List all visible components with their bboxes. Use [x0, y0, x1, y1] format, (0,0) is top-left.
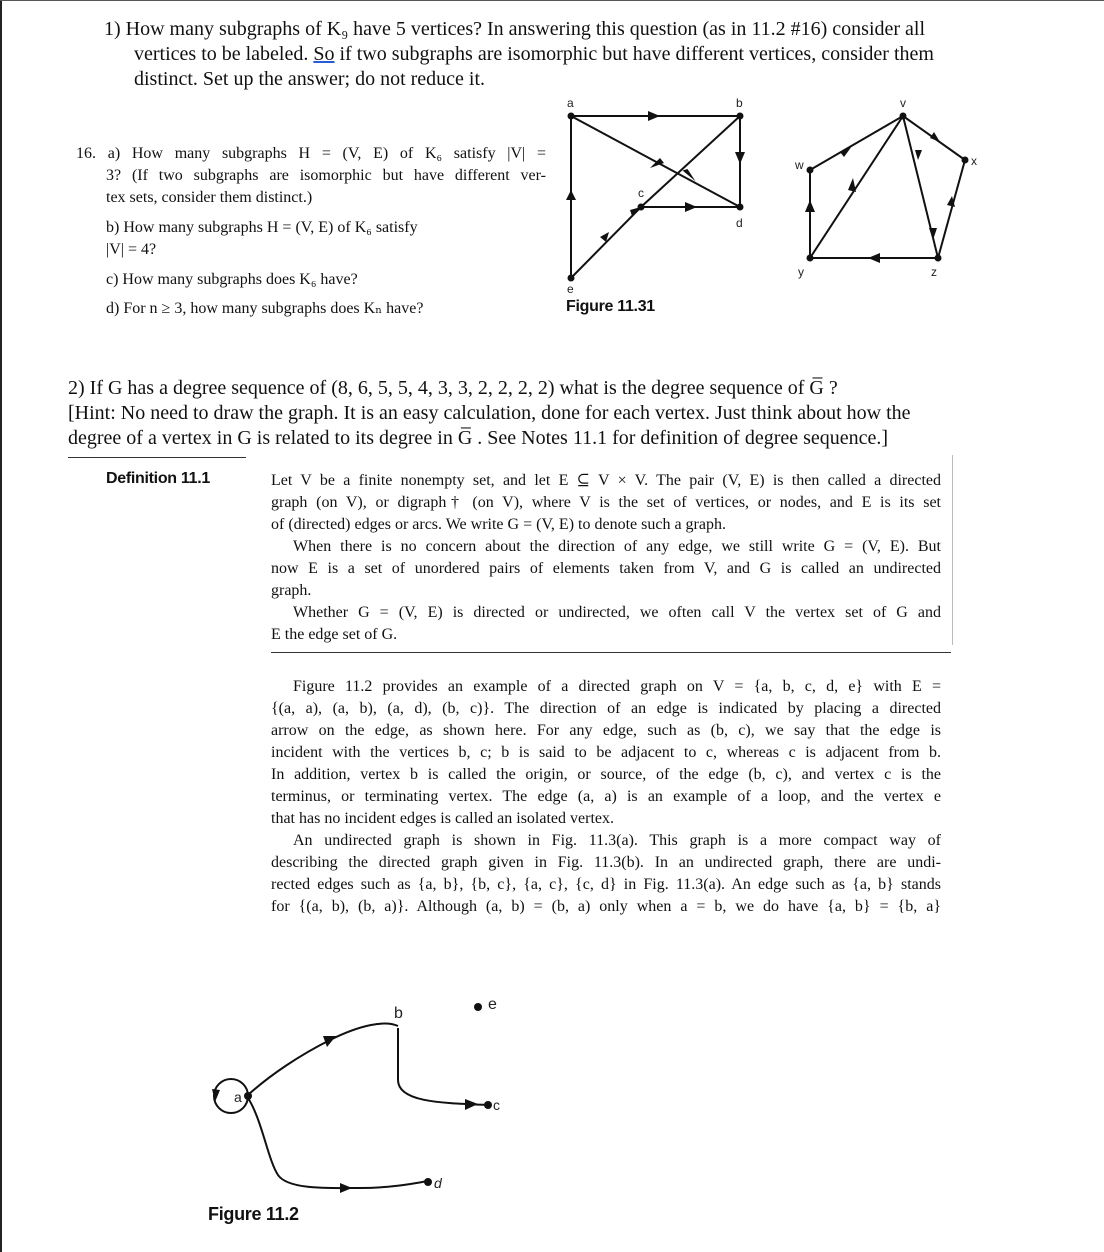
q1-line3: distinct. Set up the answer; do not reduce it. — [134, 68, 486, 90]
para-l4: incident with the vertices b, c; b is said to be adjacent to c, whereas c is adjacent from b. — [271, 744, 941, 761]
label-d: d — [736, 216, 743, 230]
label-e: e — [567, 282, 574, 296]
label-w: w — [795, 158, 804, 172]
ex16-c: c) How many subgraphs does K₆ have? — [106, 271, 358, 288]
label-x: x — [971, 154, 977, 168]
ex16-a-line2: 3? (If two subgraphs are isomorphic but have different ver- — [106, 167, 546, 184]
para-l1: Figure 11.2 provides an example of a directed graph on V = {a, b, c, d, e} with E = — [293, 678, 941, 695]
def-p1-l2: graph (on V), or digraph† (on V), where V is the set of vertices, or nodes, and E is its set — [271, 494, 941, 511]
q2-line2: [Hint: No need to draw the graph. It is an easy calculation, done for each vertex. Just think about how the — [68, 402, 911, 424]
q2-line3: degree of a vertex in G is related to its degree in G̅ . See Notes 11.1 for definition of degree sequence.] — [68, 427, 889, 449]
fig112-label-c: c — [493, 1097, 500, 1113]
so-word: So — [313, 43, 335, 65]
para-l8: An undirected graph is shown in Fig. 11.3(a). This graph is a more compact way of — [293, 832, 941, 849]
fig112-label-b: b — [394, 1005, 403, 1022]
figure-11-31-caption: Figure 11.31 — [566, 298, 655, 315]
para-l10: rected edges such as {a, b}, {b, c}, {a, c}, {c, d} in Fig. 11.3(a). An edge such as {a, b} stands — [271, 876, 941, 893]
ex16-a-line1: 16. a) How many subgraphs H = (V, E) of K₆ satisfy |V| = — [76, 145, 546, 162]
def-p1-l1: Let V be a finite nonempty set, and let E ⊆ V × V. The pair (V, E) is then called a directed — [271, 472, 941, 489]
fig112-label-e: e — [488, 996, 497, 1013]
def-p3-l2: E the edge set of G. — [271, 626, 398, 643]
ex16-b-line1: b) How many subgraphs H = (V, E) of K₆ satisfy — [106, 219, 418, 236]
edge-a-d — [248, 1098, 428, 1188]
def-p2-l2: now E is a set of unordered pairs of elements taken from V, and G is called an undirected — [271, 560, 941, 577]
para-l7: that has no incident edges is called an isolated vertex. — [271, 810, 614, 827]
loop-a — [214, 1079, 248, 1113]
ex16-a-line3: tex sets, consider them distinct.) — [106, 189, 313, 206]
ex16-d: d) For n ≥ 3, how many subgraphs does Kₙ have? — [106, 300, 424, 317]
def-p2-l1: When there is no concern about the direction of any edge, we still write G = (V, E). But — [293, 538, 941, 555]
label-c: c — [638, 186, 644, 200]
label-a: a — [567, 96, 574, 110]
definition-label: Definition 11.1 — [106, 470, 210, 487]
fig112-label-d: d — [434, 1175, 442, 1191]
para-l6: terminus, or terminating vertex. The edge (a, a) is an example of a loop, and the vertex e — [271, 788, 941, 805]
q2-line1: 2) If G has a degree sequence of (8, 6, 5, 5, 4, 3, 3, 2, 2, 2, 2) what is the degree sequence of G̅ ? — [68, 377, 838, 399]
label-y: y — [798, 265, 804, 279]
figure-11-2-caption: Figure 11.2 — [208, 1204, 299, 1224]
def-p2-l3: graph. — [271, 582, 312, 599]
node-c — [484, 1101, 492, 1109]
q1-line2: vertices to be labeled. So if two subgraphs are isomorphic but have different vertices, consider them — [134, 43, 934, 65]
node-d — [424, 1178, 432, 1186]
node-e — [474, 1003, 482, 1011]
label-b: b — [736, 96, 743, 110]
para-l9: describing the directed graph given in Fig. 11.3(b). In an undirected graph, there are undi- — [271, 854, 941, 871]
para-l5: In addition, vertex b is called the origin, or source, of the edge (b, c), and vertex c is the — [271, 766, 941, 783]
node-a — [244, 1092, 252, 1100]
def-p3-l1: Whether G = (V, E) is directed or undirected, we often call V the vertex set of G and — [293, 604, 941, 621]
edge-a-b — [248, 1024, 398, 1095]
q1-line1: 1) How many subgraphs of K₉ have 5 vertices? In answering this question (as in 11.2 #16) consider all — [104, 18, 926, 40]
label-v: v — [900, 96, 906, 110]
fig112-label-a: a — [234, 1089, 242, 1105]
def-p1-l3: of (directed) edges or arcs. We write G = (V, E) to denote such a graph. — [271, 516, 726, 533]
para-l11: for {(a, b), (b, a)}. Although (a, b) = (b, a) only when a = b, we do have {a, b} = {b, a} — [271, 898, 941, 915]
arrow-bc — [465, 1099, 478, 1110]
arrow-ad — [340, 1183, 352, 1193]
para-l3: arrow on the edge, as shown here. For any edge, such as (b, c), we say that the edge is — [271, 722, 941, 739]
label-z: z — [931, 265, 937, 279]
para-l2: {(a, a), (a, b), (a, d), (b, c)}. The direction of an edge is indicated by placing a directed — [271, 700, 941, 717]
ex16-b-line2: |V| = 4? — [106, 241, 157, 258]
edge-b-c — [398, 1028, 488, 1105]
